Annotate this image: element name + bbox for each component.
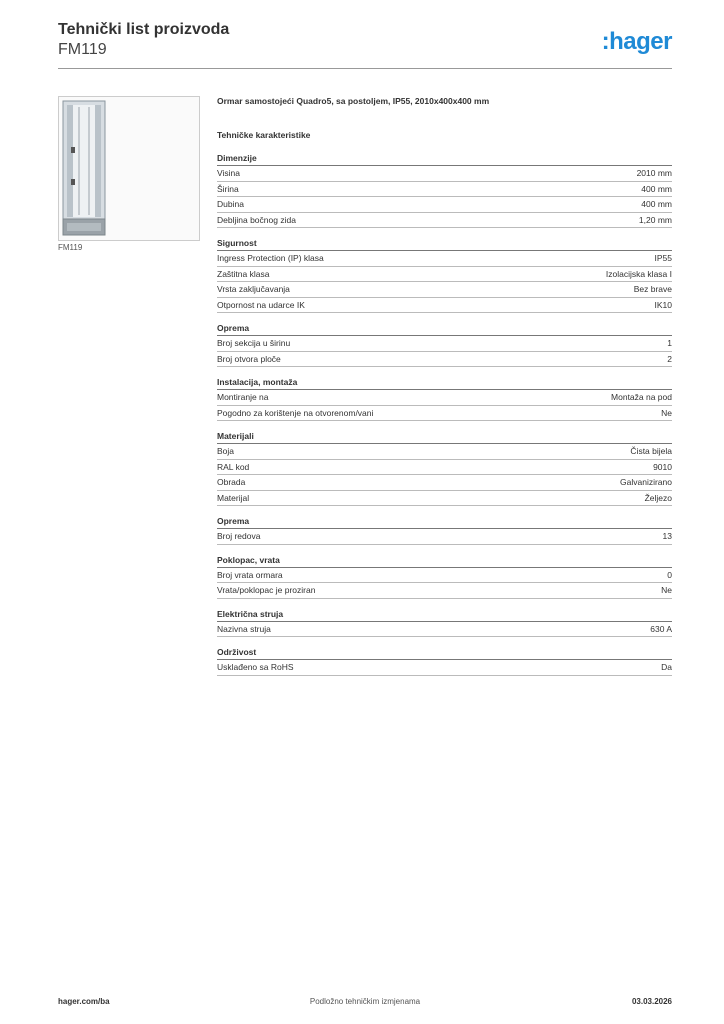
section-title: Dimenzije <box>217 153 672 166</box>
section-title: Instalacija, montaža <box>217 377 672 390</box>
section-title: Materijali <box>217 431 672 444</box>
spec-value: 2010 mm <box>636 168 672 178</box>
spec-row <box>217 660 672 676</box>
spec-label: Montiranje na <box>217 392 269 402</box>
section-title: Održivost <box>217 647 672 660</box>
spec-label: Broj vrata ormara <box>217 569 283 580</box>
footer-website: hager.com/ba <box>58 997 110 1006</box>
spec-label: Širina <box>217 183 239 194</box>
spec-label: Visina <box>217 168 240 178</box>
spec-label: Debljina bočnog zida <box>217 214 296 225</box>
spec-row <box>217 444 672 460</box>
spec-label: Obrada <box>217 477 246 487</box>
spec-value: 630 A <box>650 623 672 634</box>
spec-section <box>217 555 672 599</box>
spec-value: 1,20 mm <box>638 214 672 225</box>
section-title: Oprema <box>217 323 672 336</box>
spec-value: Galvanizirano <box>620 477 672 487</box>
spec-value: Željezo <box>644 492 672 503</box>
spec-section <box>217 323 672 367</box>
spec-row <box>217 197 672 213</box>
section-title: Poklopac, vrata <box>217 555 672 568</box>
spec-value: 1 <box>667 338 672 348</box>
footer-notice: Podložno tehničkim izmjenama <box>309 997 421 1006</box>
spec-label: Vrsta zaključavanja <box>217 284 290 294</box>
spec-section <box>217 431 672 506</box>
spec-label: Nazivna struja <box>217 623 271 634</box>
spec-value: 0 <box>667 569 672 580</box>
spec-value: Ne <box>661 585 672 595</box>
footer-date: 03.03.2026 <box>631 997 672 1006</box>
spec-row <box>217 213 672 229</box>
spec-row <box>217 336 672 352</box>
spec-row <box>217 182 672 198</box>
spec-value: Izolacijska klasa I <box>605 268 672 279</box>
section-title: Električna struja <box>217 609 672 622</box>
spec-label: Broj redova <box>217 531 261 541</box>
spec-label: Broj otvora ploče <box>217 353 281 364</box>
spec-section <box>217 153 672 228</box>
image-caption: FM119 <box>58 243 83 252</box>
spec-row <box>217 475 672 491</box>
spec-label: RAL kod <box>217 461 250 472</box>
spec-row <box>217 460 672 476</box>
spec-label: Boja <box>217 446 235 456</box>
spec-value: IP55 <box>654 253 672 263</box>
spec-value: IK10 <box>654 299 672 310</box>
spec-value: 9010 <box>653 461 672 472</box>
spec-row <box>217 282 672 298</box>
spec-section <box>217 647 672 676</box>
spec-row <box>217 406 672 422</box>
spec-row <box>217 491 672 507</box>
spec-row <box>217 622 672 638</box>
product-image <box>58 96 200 241</box>
spec-section <box>217 516 672 545</box>
spec-row <box>217 390 672 406</box>
hager-logo: :hager <box>601 28 672 55</box>
spec-row <box>217 583 672 599</box>
spec-label: Zaštitna klasa <box>217 268 270 279</box>
spec-value: 13 <box>662 531 672 541</box>
spec-row <box>217 352 672 368</box>
spec-label: Dubina <box>217 199 244 209</box>
spec-label: Pogodno za korištenje na otvorenom/vani <box>217 407 374 418</box>
spec-label: Vrata/poklopac je proziran <box>217 585 316 595</box>
spec-value: Bez brave <box>633 284 672 294</box>
spec-section <box>217 238 672 313</box>
spec-value: Čista bijela <box>630 446 672 456</box>
technical-heading: Tehničke karakteristike <box>217 130 311 140</box>
spec-content <box>217 96 672 686</box>
spec-row <box>217 529 672 545</box>
spec-section <box>217 377 672 421</box>
spec-value: 400 mm <box>641 199 672 209</box>
spec-label: Ingress Protection (IP) klasa <box>217 253 324 263</box>
spec-row <box>217 166 672 182</box>
spec-label: Materijal <box>217 492 250 503</box>
spec-row <box>217 568 672 584</box>
spec-value: Ne <box>661 407 672 418</box>
product-description: Ormar samostojeći Quadro5, sa postoljem, IP55, 2010x400x400 mm <box>217 96 490 106</box>
cabinet-illustration <box>59 97 199 240</box>
document-title: Tehnički list proizvoda <box>58 21 230 38</box>
document-header <box>58 20 229 60</box>
header-divider <box>58 68 672 69</box>
spec-label: Otpornost na udarce IK <box>217 299 305 310</box>
spec-row <box>217 267 672 283</box>
spec-section <box>217 609 672 638</box>
spec-value: 2 <box>667 353 672 364</box>
section-title: Oprema <box>217 516 672 529</box>
spec-value: Da <box>661 662 672 672</box>
logo-text: hager <box>609 28 672 55</box>
spec-label: Broj sekcija u širinu <box>217 338 291 348</box>
spec-row <box>217 298 672 314</box>
spec-row <box>217 251 672 267</box>
spec-value: Montaža na pod <box>611 392 672 402</box>
spec-sections <box>217 153 672 676</box>
spec-value: 400 mm <box>641 183 672 194</box>
spec-label: Usklađeno sa RoHS <box>217 662 294 672</box>
product-code: FM119 <box>58 41 107 58</box>
section-title: Sigurnost <box>217 238 672 251</box>
